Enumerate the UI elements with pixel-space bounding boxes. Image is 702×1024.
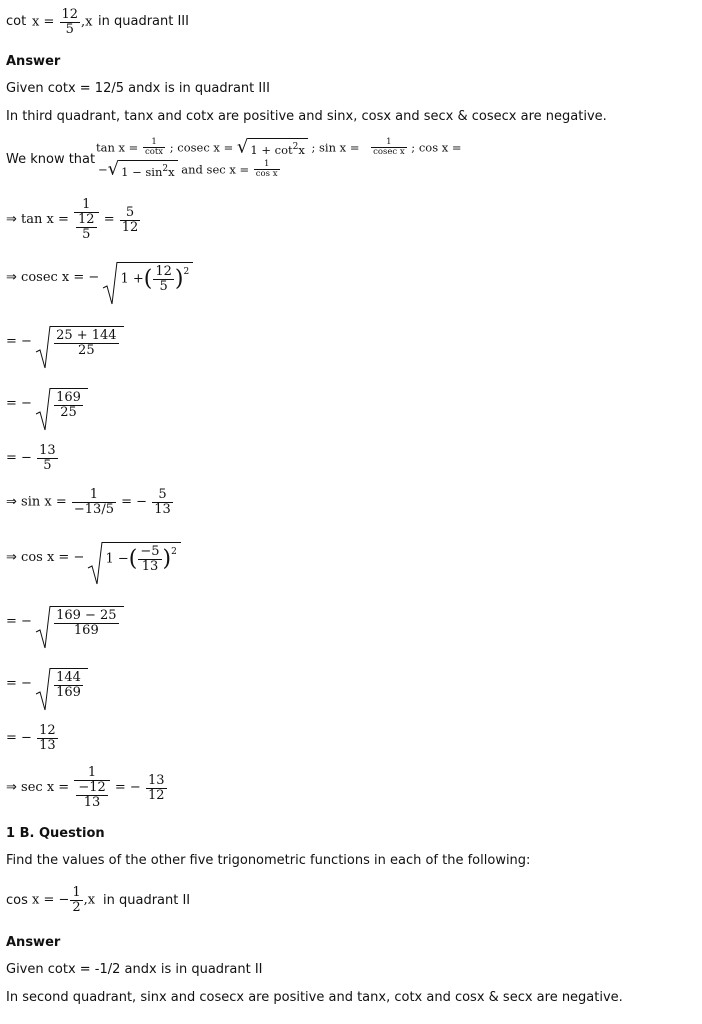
given-statement: Given cotx = 12/5 andx is in quadrant III	[6, 81, 270, 96]
fraction: $\frac{12}{5}$	[61, 7, 79, 37]
given-statement: Given cotx = -1/2 andx is in quadrant II	[6, 962, 263, 977]
step-cos: ⇒ cos x = − 1 −( $\frac{-5}{13}$ )$^2$	[6, 542, 181, 574]
step-cosec: ⇒ cosec x = − 1 +( $\frac{12}{5}$ )$^2$	[6, 262, 193, 294]
sqrt-symbol: 1 +( $\frac{12}{5}$ )$^2$	[103, 262, 193, 294]
we-know-label: We know that	[6, 152, 96, 167]
quadrant-sign-rule: In third quadrant, tanx and cotx are positive and sinx, cosx and secx & cosecx are negative.	[6, 109, 607, 124]
step-cosec-3: = − $\frac{169}{25}$	[6, 388, 88, 420]
answer-heading: Answer	[6, 54, 61, 69]
step-cosec-2: = − $\frac{25 + 144}{25}$	[6, 326, 124, 358]
step-sin: ⇒ sin x = $\frac{1}{-13/5}$ = − $\frac{5}{13}$	[6, 487, 171, 517]
step-cosec-result: = − $\frac{13}{5}$	[6, 443, 56, 473]
step-cos-result: = − $\frac{12}{13}$	[6, 723, 56, 753]
step-cos-2: = − $\frac{169 - 25}{169}$	[6, 606, 124, 638]
step-tan: ⇒ tan x = $\frac{1}{\frac{12}{5}}$ = $\frac{5}{12}$	[6, 197, 139, 242]
cos-prefix: cos	[6, 893, 28, 908]
sqrt-1-minus-sin2: √ $1 - \sin^2x$	[108, 160, 178, 179]
sqrt-1-plus-cot2: √ $1 + \cot^2x$	[237, 138, 308, 157]
quadrant-sign-rule: In second quadrant, sinx and cosecx are positive and tanx, cotx and cosx & secx are negative.	[6, 990, 623, 1005]
step-sec: ⇒ sec x = $\frac{1}{\frac{-12}{13}}$ = − $\frac{13}{12}$	[6, 765, 165, 810]
question-1b-prompt: Find the values of the other five trigonometric functions in each of the following:	[6, 853, 531, 868]
cot-prefix: cot	[6, 14, 27, 29]
identities-line-2: −√ $1 - \sin^2x$ and sec x = $\frac{1}{\text{cos x}}$	[98, 158, 278, 180]
question-1b-heading: 1 B. Question	[6, 826, 105, 841]
x-equals: x =	[32, 14, 55, 30]
quadrant-text: in quadrant III	[98, 14, 189, 29]
answer-heading: Answer	[6, 935, 61, 950]
step-cos-3: = − $\frac{144}{169}$	[6, 668, 88, 700]
identities-line-1: tan x = $\frac{1}{\cot x}$ ; cosec x = √ $1 + \cot^2x$ ; sin x = $\frac{1}{\text{cosec x}}$ ; cos x =	[96, 136, 462, 158]
quadrant-text: in quadrant II	[103, 893, 191, 908]
